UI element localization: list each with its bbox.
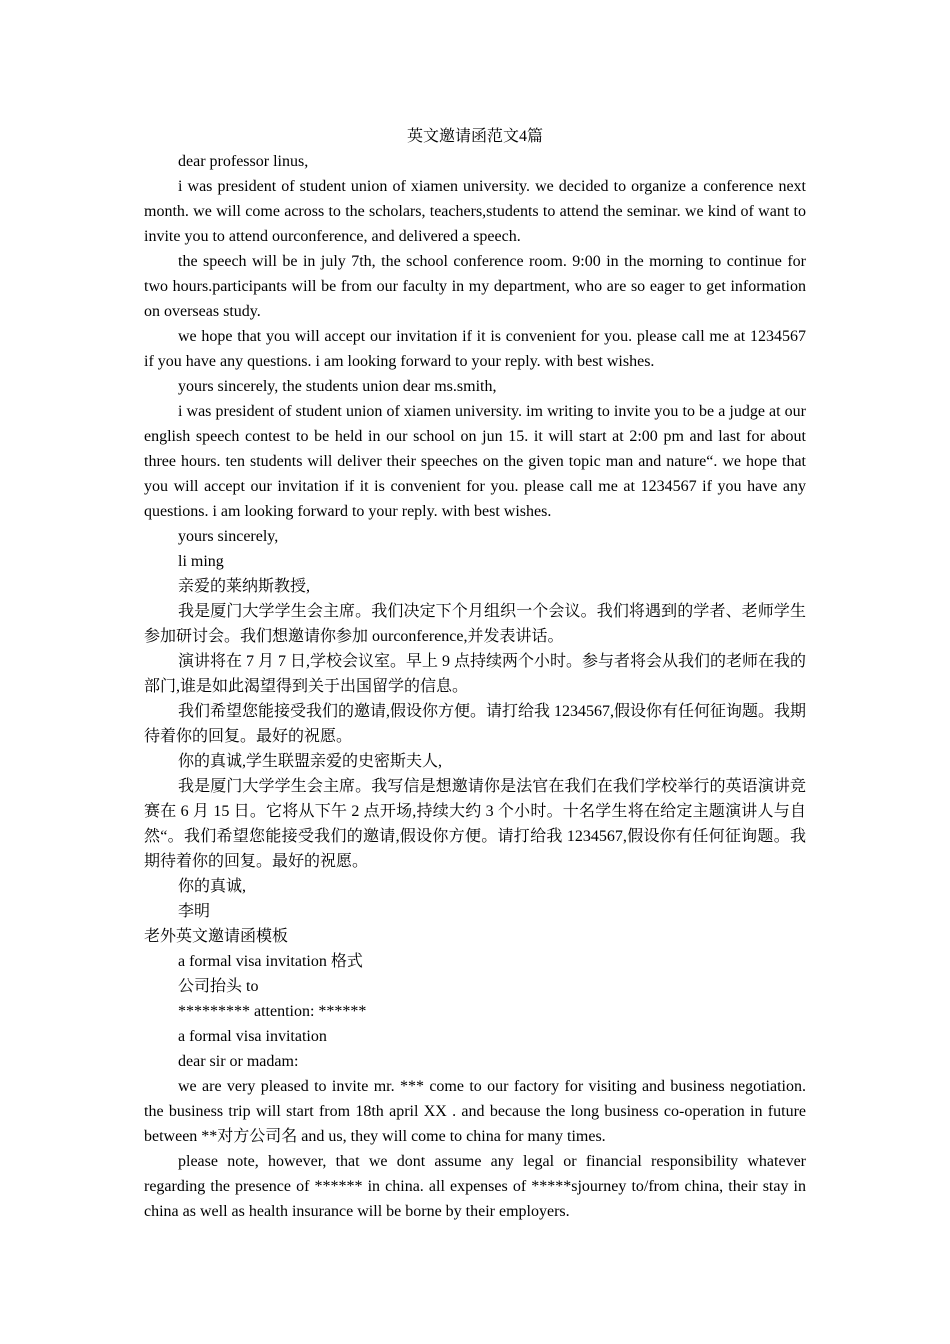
paragraph: please note, however, that we dont assume any legal or financial responsibility whatever regarding the presence of ****** in china. all expenses of *****sjourney to/from china, their stay in china as well as health insurance will be borne by their employers.: [144, 1153, 806, 1220]
paragraph: 你的真诚,: [178, 878, 247, 895]
paragraph: a formal visa invitation: [178, 1028, 327, 1045]
paragraph: dear sir or madam:: [178, 1053, 299, 1070]
document-title: 英文邀请函范文4篇: [406, 128, 543, 145]
paragraph: i was president of student union of xiamen university. we decided to organize a conference next month. we will come across to the scholars, teachers,students to attend the seminar. we kind of want to invite you to attend ourconference, and delivered a speech.: [144, 178, 806, 245]
paragraph: the speech will be in july 7th, the school conference room. 9:00 in the morning to continue for two hours.participants will be from our faculty in my department, who are so eager to get information on overseas study.: [144, 253, 806, 320]
paragraph: we hope that you will accept our invitation if it is convenient for you. please call me at 1234567 if you have any questions. i am looking forward to your reply. with best wishes.: [144, 328, 806, 370]
document-body: [144, 124, 806, 1224]
paragraph: 演讲将在 7 月 7 日,学校会议室。早上 9 点持续两个小时。参与者将会从我们的老师在我的部门,谁是如此渴望得到关于出国留学的信息。: [144, 653, 807, 695]
paragraph: dear professor linus,: [178, 153, 309, 170]
paragraph: ********* attention: ******: [178, 1003, 367, 1020]
paragraph: 亲爱的莱纳斯教授,: [178, 578, 311, 595]
paragraph: 李明: [178, 903, 211, 920]
paragraph: 公司抬头 to: [178, 978, 259, 995]
paragraph-list: [144, 149, 806, 1224]
paragraph: 你的真诚,学生联盟亲爱的史密斯夫人,: [178, 753, 443, 770]
paragraph: a formal visa invitation 格式: [178, 953, 363, 970]
paragraph: yours sincerely, the students union dear ms.smith,: [178, 378, 497, 395]
paragraph: we are very pleased to invite mr. *** come to our factory for visiting and business negotiation. the business trip will start from 18th april XX . and because the long business co-operation in future between **对方公司名 and us, they will come to china for many times.: [144, 1078, 806, 1145]
paragraph: yours sincerely,: [178, 528, 279, 545]
paragraph: 我是厦门大学学生会主席。我们决定下个月组织一个会议。我们将遇到的学者、老师学生参加研讨会。我们想邀请你参加 ourconference,并发表讲话。: [144, 603, 806, 645]
paragraph: 我是厦门大学学生会主席。我写信是想邀请你是法官在我们在我们学校举行的英语演讲竞赛在 6 月 15 日。它将从下午 2 点开场,持续大约 3 个小时。十名学生将在给定主题演讲人与自然“。我们希望您能接受我们的邀请,假设你方便。请打给我 1234567,假设你有任何征询题。我期待着你的回复。最好的祝愿。: [144, 778, 806, 870]
paragraph: i was president of student union of xiamen university. im writing to invite you to be a judge at our english speech contest to be held in our school on jun 15. it will start at 2:00 pm and last for about three hours. ten students will deliver their speeches on the given topic man and nature“. we hope that you will accept our invitation if it is convenient for you. please call me at 1234567 if you have any questions. i am looking forward to your reply. with best wishes.: [144, 403, 806, 520]
paragraph: 我们希望您能接受我们的邀请,假设你方便。请打给我 1234567,假设你有任何征询题。我期待着你的回复。最好的祝愿。: [144, 703, 807, 745]
paragraph: li ming: [178, 553, 224, 570]
paragraph: 老外英文邀请函模板: [144, 928, 289, 945]
